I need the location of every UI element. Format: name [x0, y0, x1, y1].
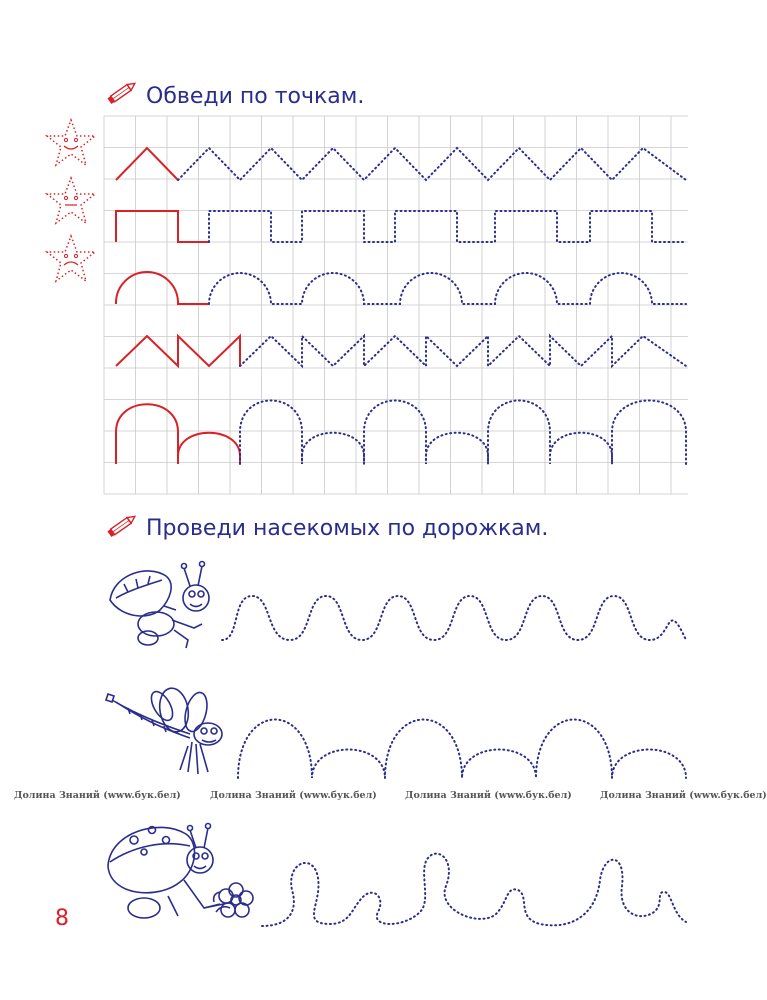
- watermark-text: Долина Знаний (www.бук.бел): [14, 790, 181, 801]
- insect-path-3: [262, 854, 686, 926]
- row2-solid-trace: [116, 211, 209, 242]
- insect-path-1: [222, 596, 686, 640]
- watermark-text: Долина Знаний (www.бук.бел): [210, 790, 377, 801]
- exercise-2-heading: Проведи насекомых по дорожкам.: [146, 516, 549, 541]
- bug-with-leaf-icon: [104, 560, 220, 652]
- row3-solid-trace: [116, 272, 209, 304]
- row3-dotted-trace: [209, 273, 686, 304]
- watermark-text: Долина Знаний (www.бук.бел): [405, 790, 572, 801]
- insect-path-2: [238, 720, 686, 779]
- row4-solid-trace: [116, 336, 240, 366]
- row1-solid-trace: [116, 148, 178, 180]
- ladybug-with-flower-icon: [104, 816, 260, 928]
- dragonfly-icon: [104, 684, 232, 786]
- row1-dotted-trace: [178, 148, 686, 180]
- row2-dotted-trace: [209, 211, 686, 242]
- row4-dotted-trace: [240, 336, 686, 366]
- row5-dotted-trace: [240, 401, 686, 465]
- page-number: 8: [55, 906, 69, 931]
- watermark-text: Долина Знаний (www.бук.бел): [600, 790, 767, 801]
- exercise-1-heading: Обведи по точкам.: [146, 84, 365, 109]
- row5-solid-trace: [116, 404, 240, 464]
